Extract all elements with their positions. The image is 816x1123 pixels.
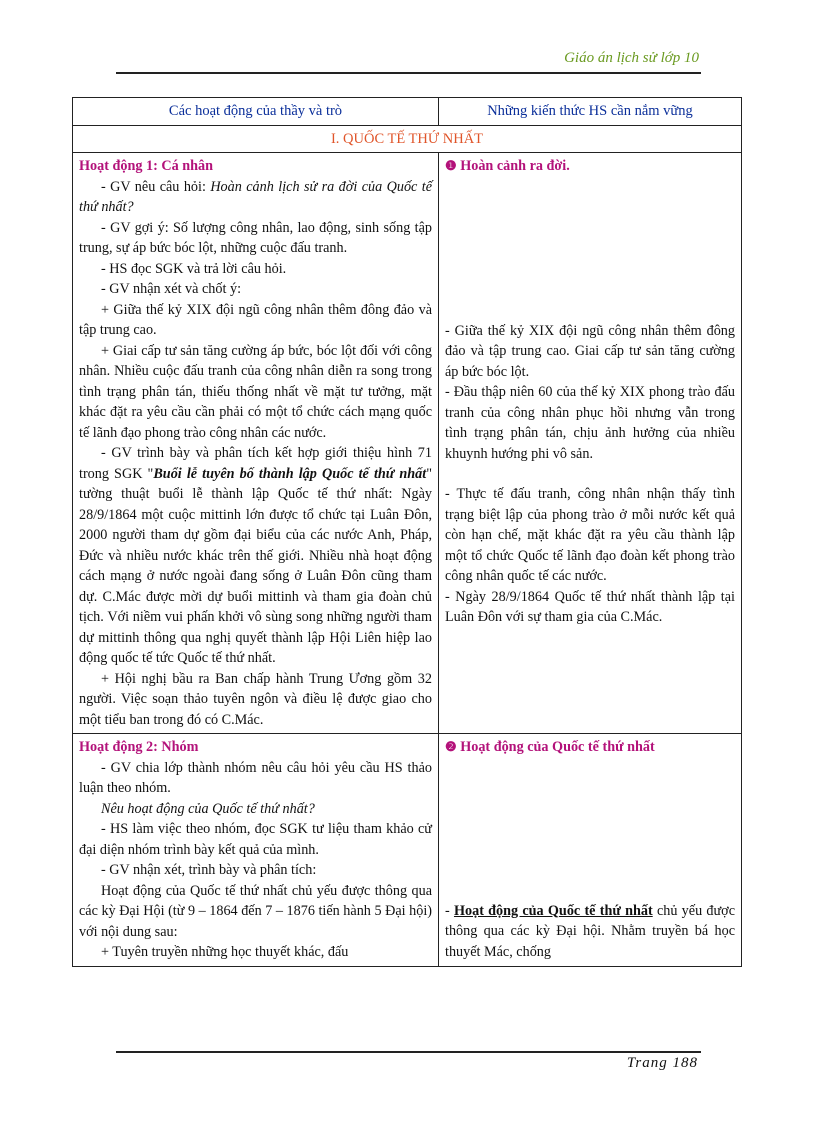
header-rule xyxy=(116,72,701,74)
number-1-icon: ❶ xyxy=(445,158,457,173)
paragraph: + Tuyên truyền những học thuyết khác, đấu xyxy=(101,944,349,960)
paragraph: - GV nhận xét và chốt ý: xyxy=(101,281,242,297)
text-run: - GV trình bày và phân tích kết hợp giới thiệu hình 71 trong SGK " xyxy=(79,445,432,482)
paragraph: - Giữa thế kỷ XIX đội ngũ công nhân thêm đông đảo và tập trung cao. Giai cấp tư sản tăng cường áp bức bóc lột. xyxy=(445,322,735,380)
section-row xyxy=(73,125,742,153)
knowledge-1-title-text: Hoàn cảnh ra đời. xyxy=(460,158,570,174)
lesson-table xyxy=(72,97,742,967)
table-row xyxy=(73,734,742,967)
spacer xyxy=(445,758,735,901)
number-2-icon: ❷ xyxy=(445,739,457,754)
text-run: " tường thuật buổi lễ thành lập Quốc tế thứ nhất: Ngày 28/9/1864 một cuộc mittinh lớn được tổ chức tại Luân Đôn, 2000 người tham dự gồm đại biểu của các nước Anh, Pháp, Đức và nhiều nước khác trên thế giới. Nhiều nhà hoạt động cách mạng ở nước ngoài đang sống ở Luân Đôn cũng tham dự. C.Mác được mời dự buổi mittinh và tham gia đoàn chủ tịch. Với niềm vui phấn khởi vô sùng song những người tham dự mittinh thông qua nghị quyết thành lập Hội Liên hiệp lao động quốc tế tức Quốc tế thứ nhất. xyxy=(79,465,432,666)
column-header-activities: Các hoạt động của thầy và trò xyxy=(73,98,439,126)
activity-2-cell xyxy=(73,734,439,967)
paragraph: + Giai cấp tư sản tăng cường áp bức, bóc lột đối với công nhân. Nhiều cuộc đấu tranh của công nhân diễn ra song trong tình trạng phân tán, thiếu thống nhất về mặt tư tưởng, mặt khác đặt ra yêu cầu cần phải có một tổ chức cách mạng quốc tế lãnh đạo phong trào công nhân các nước. xyxy=(79,342,432,441)
paragraph: Hoạt động của Quốc tế thứ nhất chủ yếu được thông qua các kỳ Đại Hội (từ 9 – 1864 đến 7 – 1876 tiến hành 5 Đại hội) với nội dung sau: xyxy=(79,882,432,940)
paragraph: + Hội nghị bầu ra Ban chấp hành Trung Ương gồm 32 người. Việc soạn thảo tuyên ngôn và điều lệ được giao cho một tiểu ban trong đó có C.Mác. xyxy=(79,670,432,728)
table-header-row xyxy=(73,98,742,126)
spacer xyxy=(445,177,735,321)
paragraph: - Ngày 28/9/1864 Quốc tế thứ nhất thành lập tại Luân Đôn với sự tham gia của C.Mác. xyxy=(445,588,735,625)
paragraph: - HS làm việc theo nhóm, đọc SGK tư liệu tham khảo cử đại diện nhóm trình bày kết quả của mình. xyxy=(79,821,432,858)
figure-caption-ref: Buổi lễ tuyên bố thành lập Quốc tế thứ nhất xyxy=(153,465,427,482)
knowledge-2-title-text: Hoạt động của Quốc tế thứ nhất xyxy=(460,739,655,755)
document-header-title: Giáo án lịch sử lớp 10 xyxy=(564,50,699,66)
paragraph: - HS đọc SGK và trả lời câu hỏi. xyxy=(101,260,287,277)
table-row xyxy=(73,153,742,734)
paragraph: + Giữa thế kỷ XIX đội ngũ công nhân thêm đông đảo và tập trung cao. xyxy=(79,301,432,338)
activity-1-cell xyxy=(73,153,439,734)
page-number: Trang 188 xyxy=(626,1055,698,1071)
question-prefix: - GV nêu câu hỏi: xyxy=(101,178,211,195)
paragraph xyxy=(79,443,432,669)
knowledge-1-title xyxy=(445,156,735,177)
question-text: Nêu hoạt động của Quốc tế thứ nhất? xyxy=(101,800,315,817)
footer-rule xyxy=(116,1051,701,1053)
paragraph: - Thực tế đấu tranh, công nhân nhận thấy tình trạng biệt lập của phong trào ở mỗi nước kết quả còn hạn chế, mặt khác đặt ra yêu cầu thành lập một tổ chức Quốc tế lãnh đạo đoàn kết phong trào công nhân quốc tế các nước. xyxy=(445,486,735,584)
text-run: chủ yếu được thông qua các kỳ Đại hội. Nhằm truyền bá học thuyết Mác, chống xyxy=(445,902,735,960)
paragraph: - GV nhận xét, trình bày và phân tích: xyxy=(101,862,317,878)
activity-1-title: Hoạt động 1: Cá nhân xyxy=(79,158,214,174)
knowledge-2-title xyxy=(445,737,735,758)
question-text: Hoàn cảnh lịch sử ra đời của Quốc tế thứ nhất? xyxy=(79,178,432,215)
paragraph: - GV chia lớp thành nhóm nêu câu hỏi yêu cầu HS thảo luận theo nhóm. xyxy=(79,759,432,796)
spacer xyxy=(445,464,735,484)
emphasis-text: Hoạt động của Quốc tế thứ nhất xyxy=(453,902,653,919)
column-header-knowledge: Những kiến thức HS cần nắm vững xyxy=(439,98,742,126)
knowledge-1-cell xyxy=(439,153,742,734)
text-run: - xyxy=(445,902,454,919)
knowledge-2-cell xyxy=(439,734,742,967)
paragraph xyxy=(445,901,735,963)
paragraph: - Đầu thập niên 60 của thế kỷ XIX phong trào đấu tranh của công nhân phục hồi nhưng vẫn trong tình trạng phân tán, chịu ảnh hưởng của nhiều khuynh hướng phi vô sản. xyxy=(445,384,735,462)
section-title: I. QUỐC TẾ THỨ NHẤT xyxy=(73,125,742,153)
paragraph: - GV gợi ý: Số lượng công nhân, lao động, sinh sống tập trung, sự áp bức bóc lột, những cuộc đấu tranh. xyxy=(79,219,432,256)
activity-2-title: Hoạt động 2: Nhóm xyxy=(79,739,199,755)
activity-1-question xyxy=(79,177,432,218)
